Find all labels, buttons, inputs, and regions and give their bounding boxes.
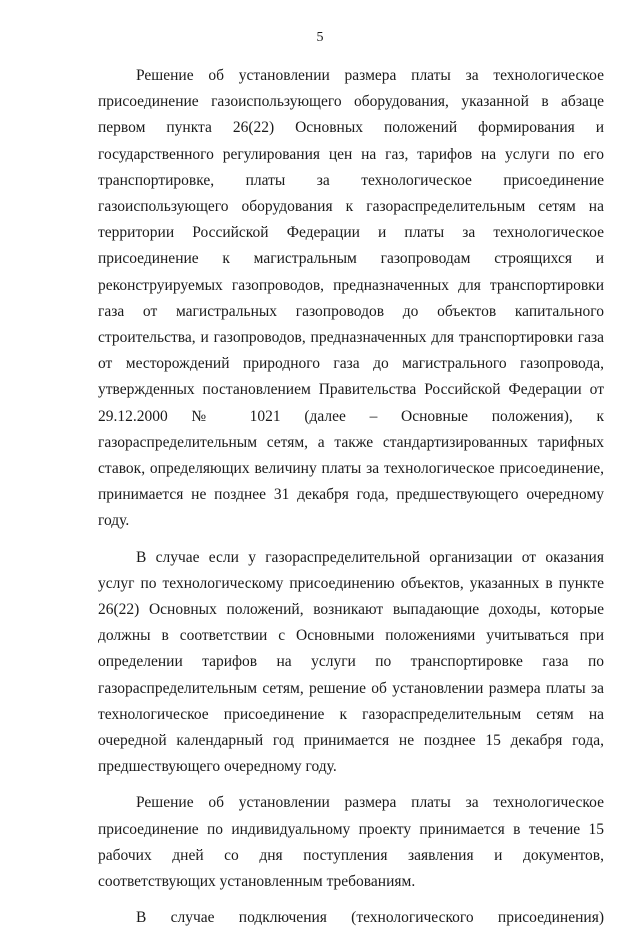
document-body <box>98 63 604 932</box>
paragraph-connection-case: В случае подключения (технологического присоединения) <box>136 909 604 927</box>
paragraph-individual-project: Решение об установлении размера платы за технологическое присоединение по индивидуальному проекту принимается в течение 15 рабочих дней со дня поступления заявления и документов, соответствующих установленным требованиям. <box>98 794 604 891</box>
paragraph-decision-deadline: Решение об установлении размера платы за технологическое присоединение газоиспользующего оборудования, указанной в абзаце первом пункта 26(22) Основных положений формирования и государственного регулирования цен на газ, тарифов на услуги по его транспортировке, платы за технологическое присоединение газоиспользующего оборудования к газораспределительным сетям на территории Российской Федерации и платы за технологическое присоединение к магистральным газопроводам строящихся и реконструируемых газопроводов, предназначенных для транспортировки газа от магистральных газопроводов до объектов капитального строительства, и газопроводов, предназначенных для транспортировки газа от месторождений природного газа до магистрального газопровода, утвержденных постановлением Правительства Российской Федерации от 29.12.2000 № 1021 (далее – Основные положения), к газораспределительным сетям, а также стандартизированных тарифных ставок, определяющих величину платы за технологическое присоединение, принимается не позднее 31 декабря года, предшествующего очередному году. <box>98 67 604 530</box>
page-number: 5 <box>316 30 324 45</box>
paragraph-lost-revenue-case: В случае если у газораспределительной организации от оказания услуг по технологическому присоединению объектов, указанных в пункте 26(22) Основных положений, возникают выпадающие доходы, которые должны в соответствии с Основными положениями учитываться при определении тарифов на услуги по транспортировке газа по газораспределительным сетям, решение об установлении размера платы за технологическое присоединение к газораспределительным сетям на очередной календарный год принимается не позднее 15 декабря года, предшествующего очередному году. <box>98 548 604 776</box>
